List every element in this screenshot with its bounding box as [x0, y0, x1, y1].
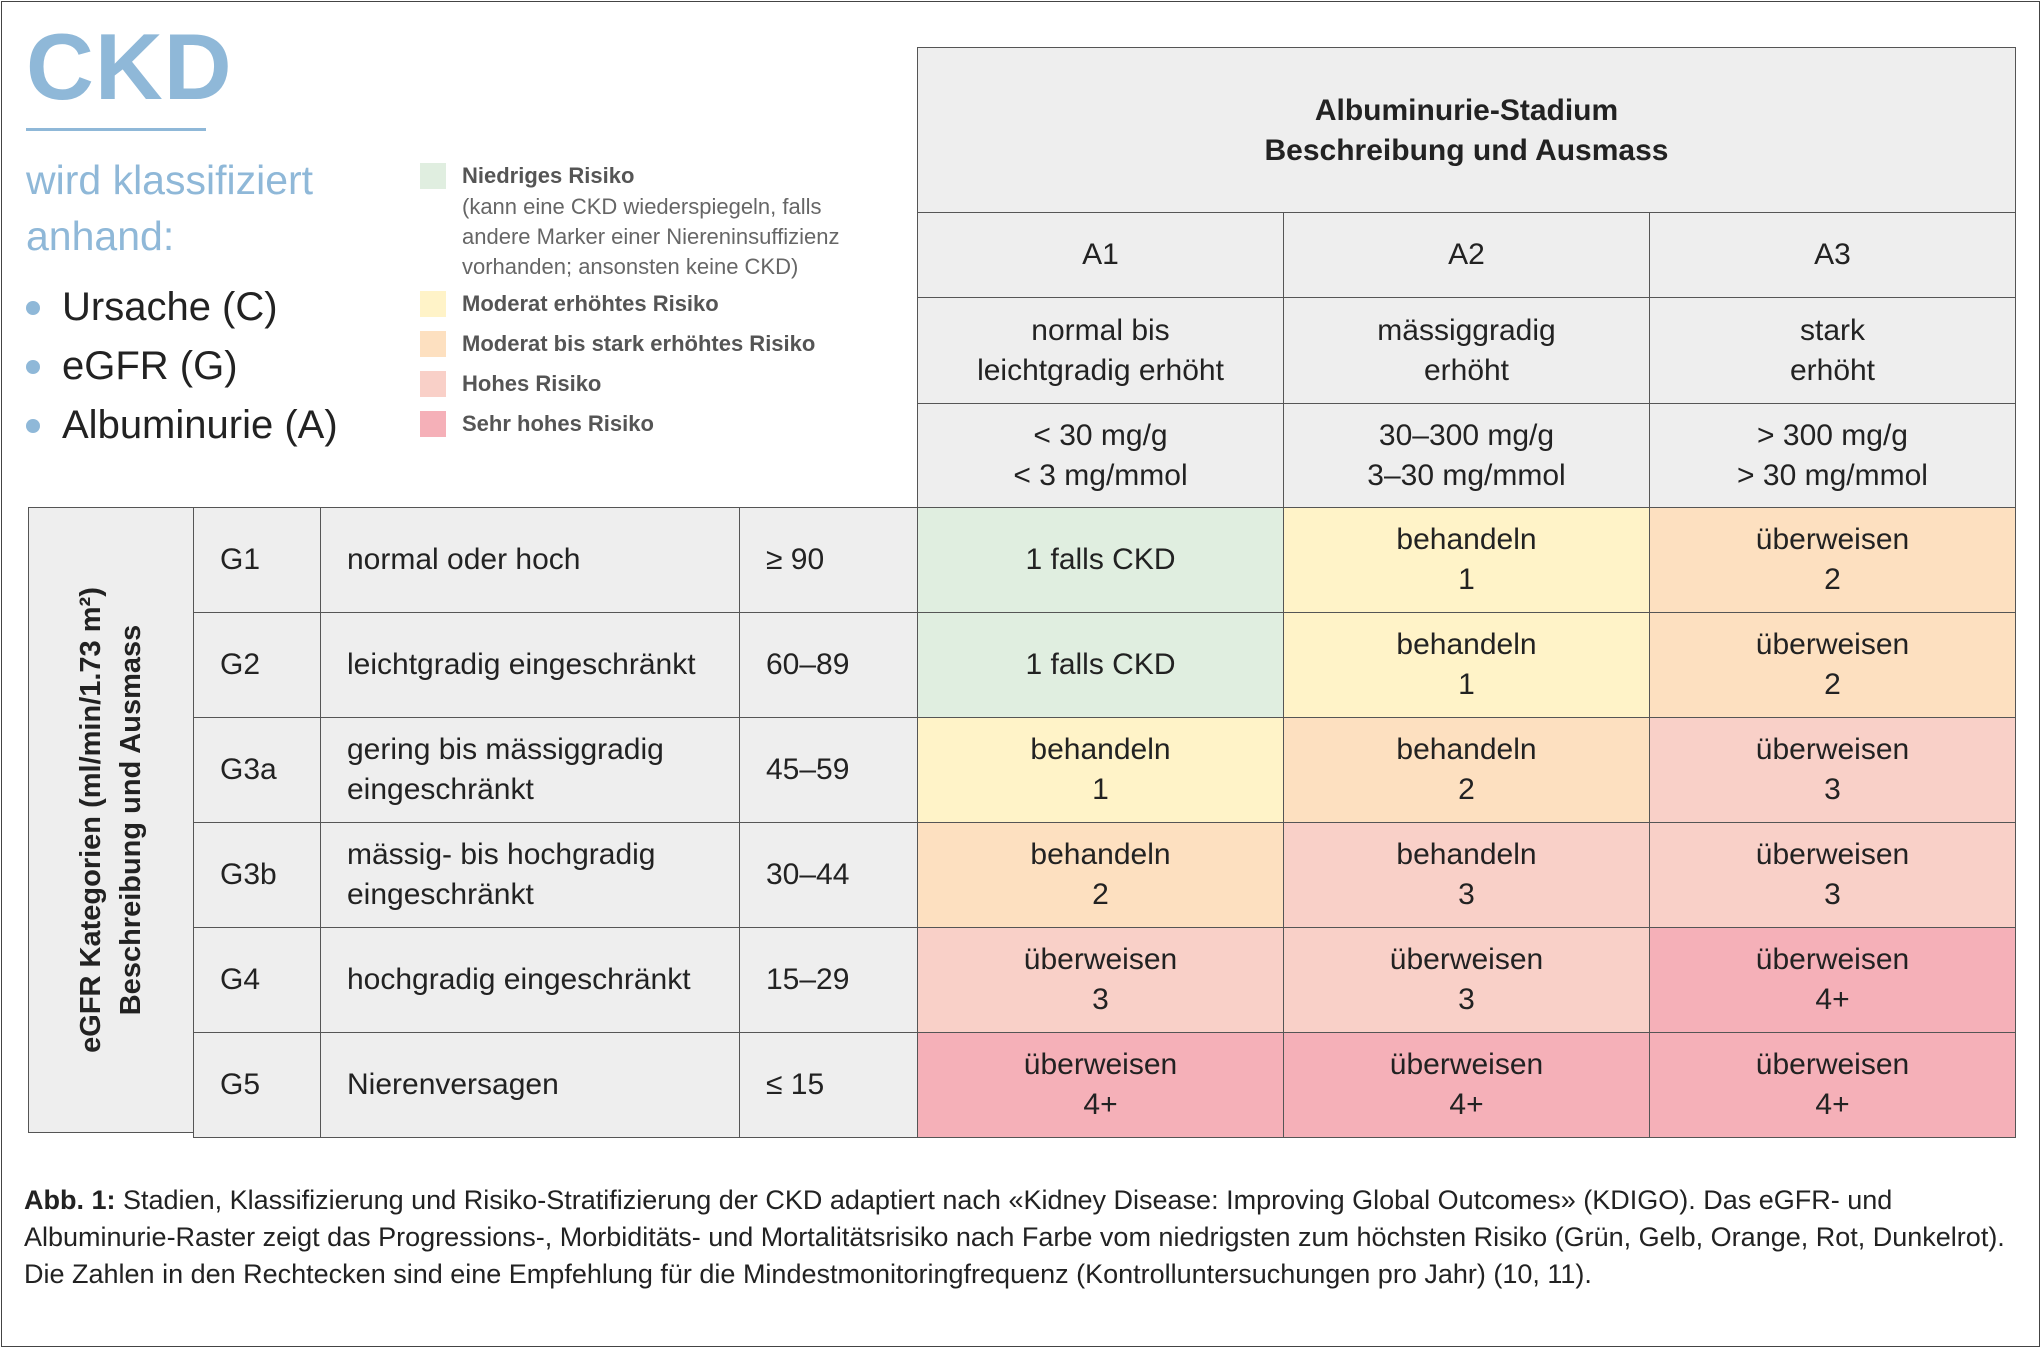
risk-cell-g4-a2: überweisen 3	[1283, 927, 1650, 1033]
bullet-icon	[26, 301, 40, 315]
risk-cell-g3a-a2: behandeln 2	[1283, 717, 1650, 823]
risk-legend	[420, 160, 890, 440]
criteria-item: eGFR (G)	[26, 337, 338, 396]
egfr-desc-g1: normal oder hoch	[320, 507, 740, 613]
legend-swatch	[420, 411, 446, 437]
figure-caption: Abb. 1: Stadien, Klassifizierung und Risiko-Stratifizierung der CKD adaptiert nach «Kidney Disease: Improving Global Outcomes» (KDIGO). Das eGFR- und Albuminurie-Raster zeigt das Progressions-, Morbiditäts- und Mortalitätsrisiko nach Farbe vom niedrigsten zum höchsten Risiko (Grün, Gelb, Orange, Rot, Dunkelrot). Die Zahlen in den Rechtecken sind eine Empfehlung für die Mindestmonitoringfrequenz (Kontrolluntersuchungen pro Jahr) (10, 11).	[24, 1185, 2005, 1289]
legend-item-low: Niedriges Risiko (kann eine CKD wiederspiegeln, falls andere Marker einer Niereninsuffizienz vorhanden; ansonsten keine CKD)	[420, 160, 890, 282]
stage-code-a3: A3	[1649, 212, 2016, 298]
stage-desc-a2: mässiggradig erhöht	[1283, 297, 1650, 404]
title-underline	[26, 128, 206, 131]
risk-cell-g3a-a3: überweisen 3	[1649, 717, 2016, 823]
legend-swatch	[420, 331, 446, 357]
egfr-code-g5: G5	[193, 1032, 321, 1138]
stage-desc-a1: normal bis leichtgradig erhöht	[917, 297, 1284, 404]
egfr-axis-label: eGFR Kategorien (ml/min/1.73 m²) Beschreibung und Ausmass	[28, 507, 194, 1133]
criteria-item: Ursache (C)	[26, 278, 338, 337]
risk-cell-g3a-a1: behandeln 1	[917, 717, 1284, 823]
legend-item-high: Hohes Risiko	[420, 368, 890, 400]
risk-cell-g3b-a3: überweisen 3	[1649, 822, 2016, 928]
risk-cell-g3b-a1: behandeln 2	[917, 822, 1284, 928]
legend-item-very-high: Sehr hohes Risiko	[420, 408, 890, 440]
stage-desc-a3: stark erhöht	[1649, 297, 2016, 404]
egfr-desc-g4: hochgradig eingeschränkt	[320, 927, 740, 1033]
stage-code-a2: A2	[1283, 212, 1650, 298]
egfr-range-g2: 60–89	[739, 612, 918, 718]
ckd-title: CKD	[26, 14, 233, 119]
legend-item-moderate-high: Moderat bis stark erhöhtes Risiko	[420, 328, 890, 360]
risk-cell-g5-a2: überweisen 4+	[1283, 1032, 1650, 1138]
classified-text: wird klassifiziert anhand:	[26, 157, 314, 259]
egfr-desc-g2: leichtgradig eingeschränkt	[320, 612, 740, 718]
risk-cell-g2-a1: 1 falls CKD	[917, 612, 1284, 718]
risk-cell-g5-a1: überweisen 4+	[917, 1032, 1284, 1138]
risk-cell-g1-a2: behandeln 1	[1283, 507, 1650, 613]
egfr-range-g3a: 45–59	[739, 717, 918, 823]
stage-range-a1: < 30 mg/g < 3 mg/mmol	[917, 403, 1284, 508]
risk-cell-g2-a3: überweisen 2	[1649, 612, 2016, 718]
legend-swatch	[420, 371, 446, 397]
legend-swatch	[420, 291, 446, 317]
albuminuria-header: Albuminurie-Stadium Beschreibung und Ausmass	[917, 47, 2016, 214]
risk-cell-g1-a1: 1 falls CKD	[917, 507, 1284, 613]
stage-range-a3: > 300 mg/g > 30 mg/mmol	[1649, 403, 2016, 508]
risk-cell-g4-a3: überweisen 4+	[1649, 927, 2016, 1033]
risk-cell-g5-a3: überweisen 4+	[1649, 1032, 2016, 1138]
egfr-range-g4: 15–29	[739, 927, 918, 1033]
risk-cell-g4-a1: überweisen 3	[917, 927, 1284, 1033]
risk-cell-g3b-a2: behandeln 3	[1283, 822, 1650, 928]
risk-cell-g1-a3: überweisen 2	[1649, 507, 2016, 613]
egfr-range-g1: ≥ 90	[739, 507, 918, 613]
stage-range-a2: 30–300 mg/g 3–30 mg/mmol	[1283, 403, 1650, 508]
risk-cell-g2-a2: behandeln 1	[1283, 612, 1650, 718]
egfr-code-g3a: G3a	[193, 717, 321, 823]
criteria-item: Albuminurie (A)	[26, 396, 338, 455]
legend-item-moderate: Moderat erhöhtes Risiko	[420, 288, 890, 320]
egfr-desc-g5: Nierenversagen	[320, 1032, 740, 1138]
egfr-code-g3b: G3b	[193, 822, 321, 928]
egfr-code-g2: G2	[193, 612, 321, 718]
egfr-desc-g3b: mässig- bis hochgradig eingeschränkt	[320, 822, 740, 928]
egfr-code-g4: G4	[193, 927, 321, 1033]
bullet-icon	[26, 360, 40, 374]
legend-swatch	[420, 163, 446, 189]
stage-code-a1: A1	[917, 212, 1284, 298]
egfr-range-g5: ≤ 15	[739, 1032, 918, 1138]
egfr-code-g1: G1	[193, 507, 321, 613]
egfr-desc-g3a: gering bis mässiggradig eingeschränkt	[320, 717, 740, 823]
criteria-list	[26, 278, 338, 455]
egfr-range-g3b: 30–44	[739, 822, 918, 928]
bullet-icon	[26, 419, 40, 433]
